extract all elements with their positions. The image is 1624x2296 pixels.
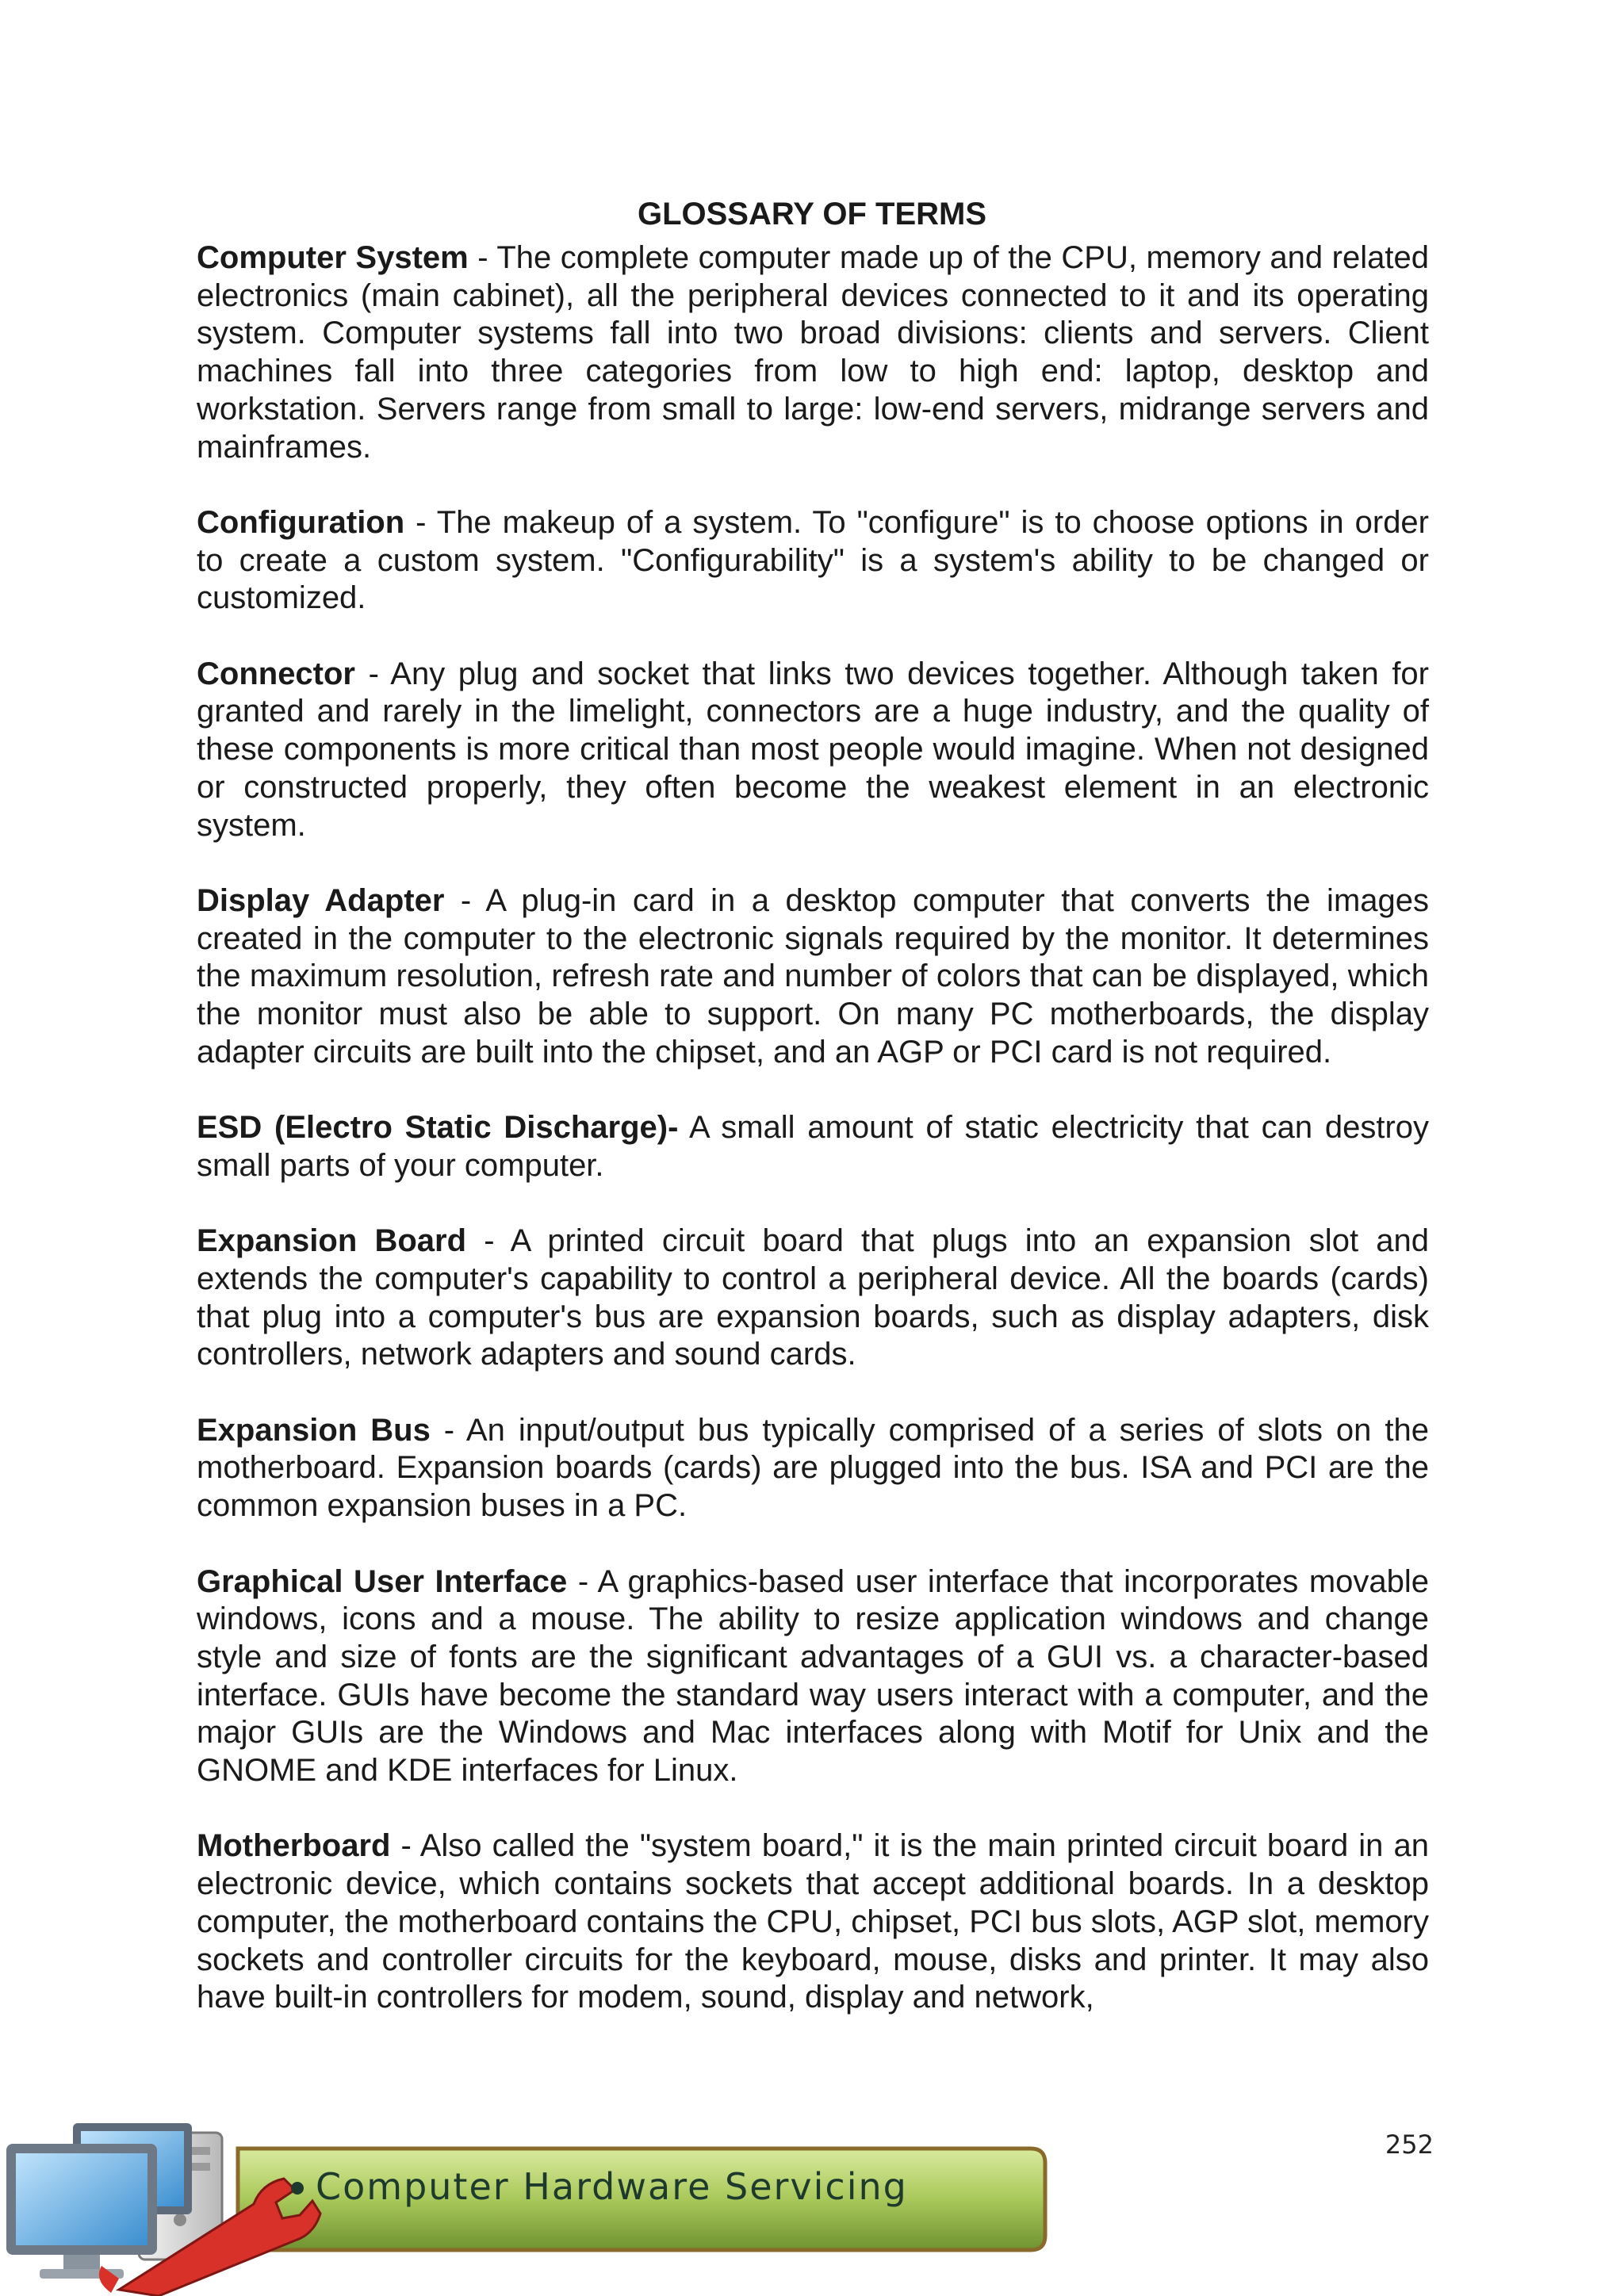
glossary-entry (197, 1563, 1429, 1790)
term-separator: - (468, 240, 497, 275)
glossary-entry (197, 1412, 1429, 1525)
glossary-definition: Also called the "system board," it is the main printed circuit board in an electronic device, which contains sockets that accept additional boards. In a desktop computer, the motherboard contains the CPU, chipset, PCI bus slots, AGP slot, memory sockets and controller circuits for the keyboard, mouse, disks and printer. It may also have built-in controllers for modem, sound, display and network, (197, 1828, 1429, 2015)
glossary-entry (197, 1109, 1429, 1184)
glossary-entry (197, 504, 1429, 618)
term-separator: - (466, 1223, 511, 1259)
term-separator: - (355, 656, 391, 691)
page-number: 252 (1385, 2130, 1434, 2160)
glossary-entry (197, 656, 1429, 845)
glossary-term: Expansion Board (197, 1223, 467, 1259)
monitor-front-icon (6, 2144, 157, 2279)
glossary-term: Display Adapter (197, 882, 445, 918)
glossary-term: Configuration (197, 504, 405, 540)
glossary-definition: A plug-in card in a desktop computer that converts the images created in the computer to the electronic signals required by the monitor. It determines the maximum resolution, refresh rate and number of colors that can be displayed, which the monitor must also be able to support. On many PC motherboards, the display adapter circuits are built into the chipset, and an AGP or PCI card is not required. (197, 882, 1429, 1070)
term-separator: - (404, 504, 437, 540)
glossary-definition: Any plug and socket that links two devices together. Although taken for granted and rarely in the limelight, connectors are a huge industry, and the quality of these components is more critical than most people would imagine. When not designed or constructed properly, they often become the weakest element in an electronic system. (197, 656, 1429, 843)
glossary-definition: A graphics-based user interface that incorporates movable windows, icons and a mouse. The ability to resize application windows and change style and size of fonts are the significant advantages of a GUI vs. a character-based interface. GUIs have become the standard way users interact with a computer, and the major GUIs are the Windows and Mac interfaces along with Motif for Unix and the GNOME and KDE interfaces for Linux. (197, 1563, 1430, 1789)
glossary-term: Graphical User Interface (197, 1563, 568, 1599)
glossary-entry (197, 1827, 1429, 2017)
glossary-term: Connector (197, 656, 355, 691)
glossary-definition: An input/output bus typically comprised of a series of slots on the motherboard. Expansion boards (cards) are plugged into the bus. ISA and PCI are the common expansion buses in a PC. (197, 1412, 1430, 1524)
glossary-definition: The makeup of a system. To "configure" is to choose options in order to create a custom system. "Configurability" is a system's ability to be changed or customized. (197, 504, 1429, 616)
glossary-content (197, 239, 1429, 2017)
glossary-term: ESD (Electro Static Discharge)- (197, 1110, 679, 1146)
term-separator: - (430, 1412, 466, 1448)
glossary-entry (197, 1223, 1429, 1374)
glossary-term: Computer System (197, 240, 469, 275)
footer-banner-text: Computer Hardware Servicing (316, 2165, 908, 2208)
term-separator (678, 1110, 689, 1145)
glossary-entry (197, 882, 1429, 1072)
term-separator: - (390, 1828, 420, 1864)
glossary-definition: A small amount of static electricity that can destroy small parts of your computer. (197, 1110, 1430, 1183)
glossary-term: Motherboard (197, 1828, 391, 1864)
glossary-definition: The complete computer made up of the CPU, memory and related electronics (main cabinet), all the peripheral devices connected to it and its operating system. Computer systems fall into two broad divisions: clients and servers. Client machines fall into three categories from low to high end: laptop, desktop and workstation. Servers range from small to large: low-end servers, midrange servers and mainframes. (197, 240, 1429, 465)
glossary-entry (197, 239, 1429, 466)
term-separator: - (444, 882, 486, 918)
glossary-definition: A printed circuit board that plugs into an expansion slot and extends the computer's capability to control a peripheral device. All the boards (cards) that plug into a computer's bus are expansion boards, such as display adapters, disk controllers, network adapters and sound cards. (197, 1223, 1430, 1372)
glossary-term: Expansion Bus (197, 1412, 431, 1448)
term-separator: - (567, 1563, 598, 1599)
page-title: GLOSSARY OF TERMS (637, 197, 987, 232)
